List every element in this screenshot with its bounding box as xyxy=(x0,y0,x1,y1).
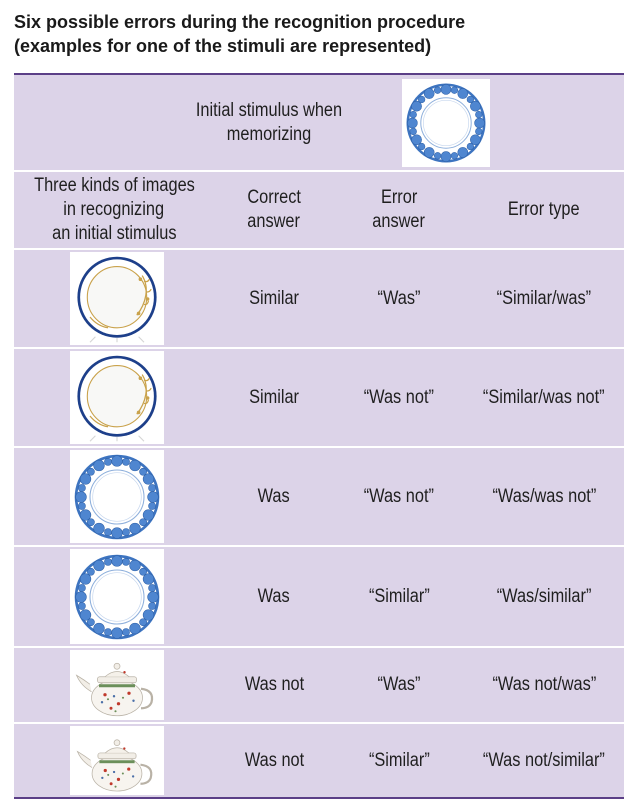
error-answer: “Was not” xyxy=(363,485,435,507)
blue-floral-plate-icon xyxy=(72,552,162,642)
row-image xyxy=(70,351,164,444)
correct-answer: Was not xyxy=(244,749,304,771)
gold-rim-plate-icon xyxy=(72,254,162,344)
correct-answer: Was xyxy=(257,485,291,507)
blue-floral-plate-icon xyxy=(72,452,162,542)
error-answer: “Was” xyxy=(377,674,421,695)
correct-answer: Similar xyxy=(249,386,299,408)
initial-stimulus-row xyxy=(14,75,624,170)
row-image xyxy=(70,549,164,644)
error-type: “Was/was not” xyxy=(492,485,596,507)
correct-answer: Similar xyxy=(249,287,299,309)
table-row xyxy=(14,250,624,347)
table-row xyxy=(14,349,624,446)
error-answer: “Similar” xyxy=(368,585,430,607)
row-image xyxy=(70,726,164,795)
header-error-type: Error type xyxy=(508,199,580,220)
correct-answer: Was not xyxy=(244,674,304,695)
errors-table xyxy=(14,73,624,799)
table-row xyxy=(14,648,624,722)
header-images: Three kinds of images in recognizing an initial stimulus xyxy=(33,175,195,244)
header-correct-answer: Correct answer xyxy=(247,187,301,232)
row-image xyxy=(70,650,164,720)
error-answer: “Similar” xyxy=(368,749,430,771)
header-error-answer: Error answer xyxy=(372,187,426,232)
table-row xyxy=(14,547,624,646)
correct-answer: Was xyxy=(257,585,291,607)
initial-stimulus-image xyxy=(402,79,490,167)
table-row xyxy=(14,724,624,797)
error-type: “Was not/was” xyxy=(492,674,596,695)
error-type: “Was not/similar” xyxy=(483,749,605,771)
table-row xyxy=(14,448,624,545)
title-line-2: (examples for one of the stimuli are represented) xyxy=(14,36,432,56)
title-line-1: Six possible errors during the recognition procedure xyxy=(14,12,466,32)
figure-title xyxy=(14,10,624,58)
floral-teapot-icon xyxy=(72,728,162,794)
header-row xyxy=(14,172,624,248)
error-type: “Similar/was not” xyxy=(483,386,605,408)
error-answer: “Was” xyxy=(377,287,421,309)
row-image xyxy=(70,252,164,345)
initial-stimulus-label: Initial stimulus when memorizing xyxy=(195,99,343,145)
error-type: “Was/similar” xyxy=(496,585,592,607)
blue-floral-plate-icon xyxy=(404,81,488,165)
row-image xyxy=(70,450,164,543)
error-type: “Similar/was” xyxy=(496,287,592,309)
gold-rim-plate-icon xyxy=(72,353,162,443)
floral-teapot-icon xyxy=(72,651,162,719)
error-answer: “Was not” xyxy=(363,386,435,408)
